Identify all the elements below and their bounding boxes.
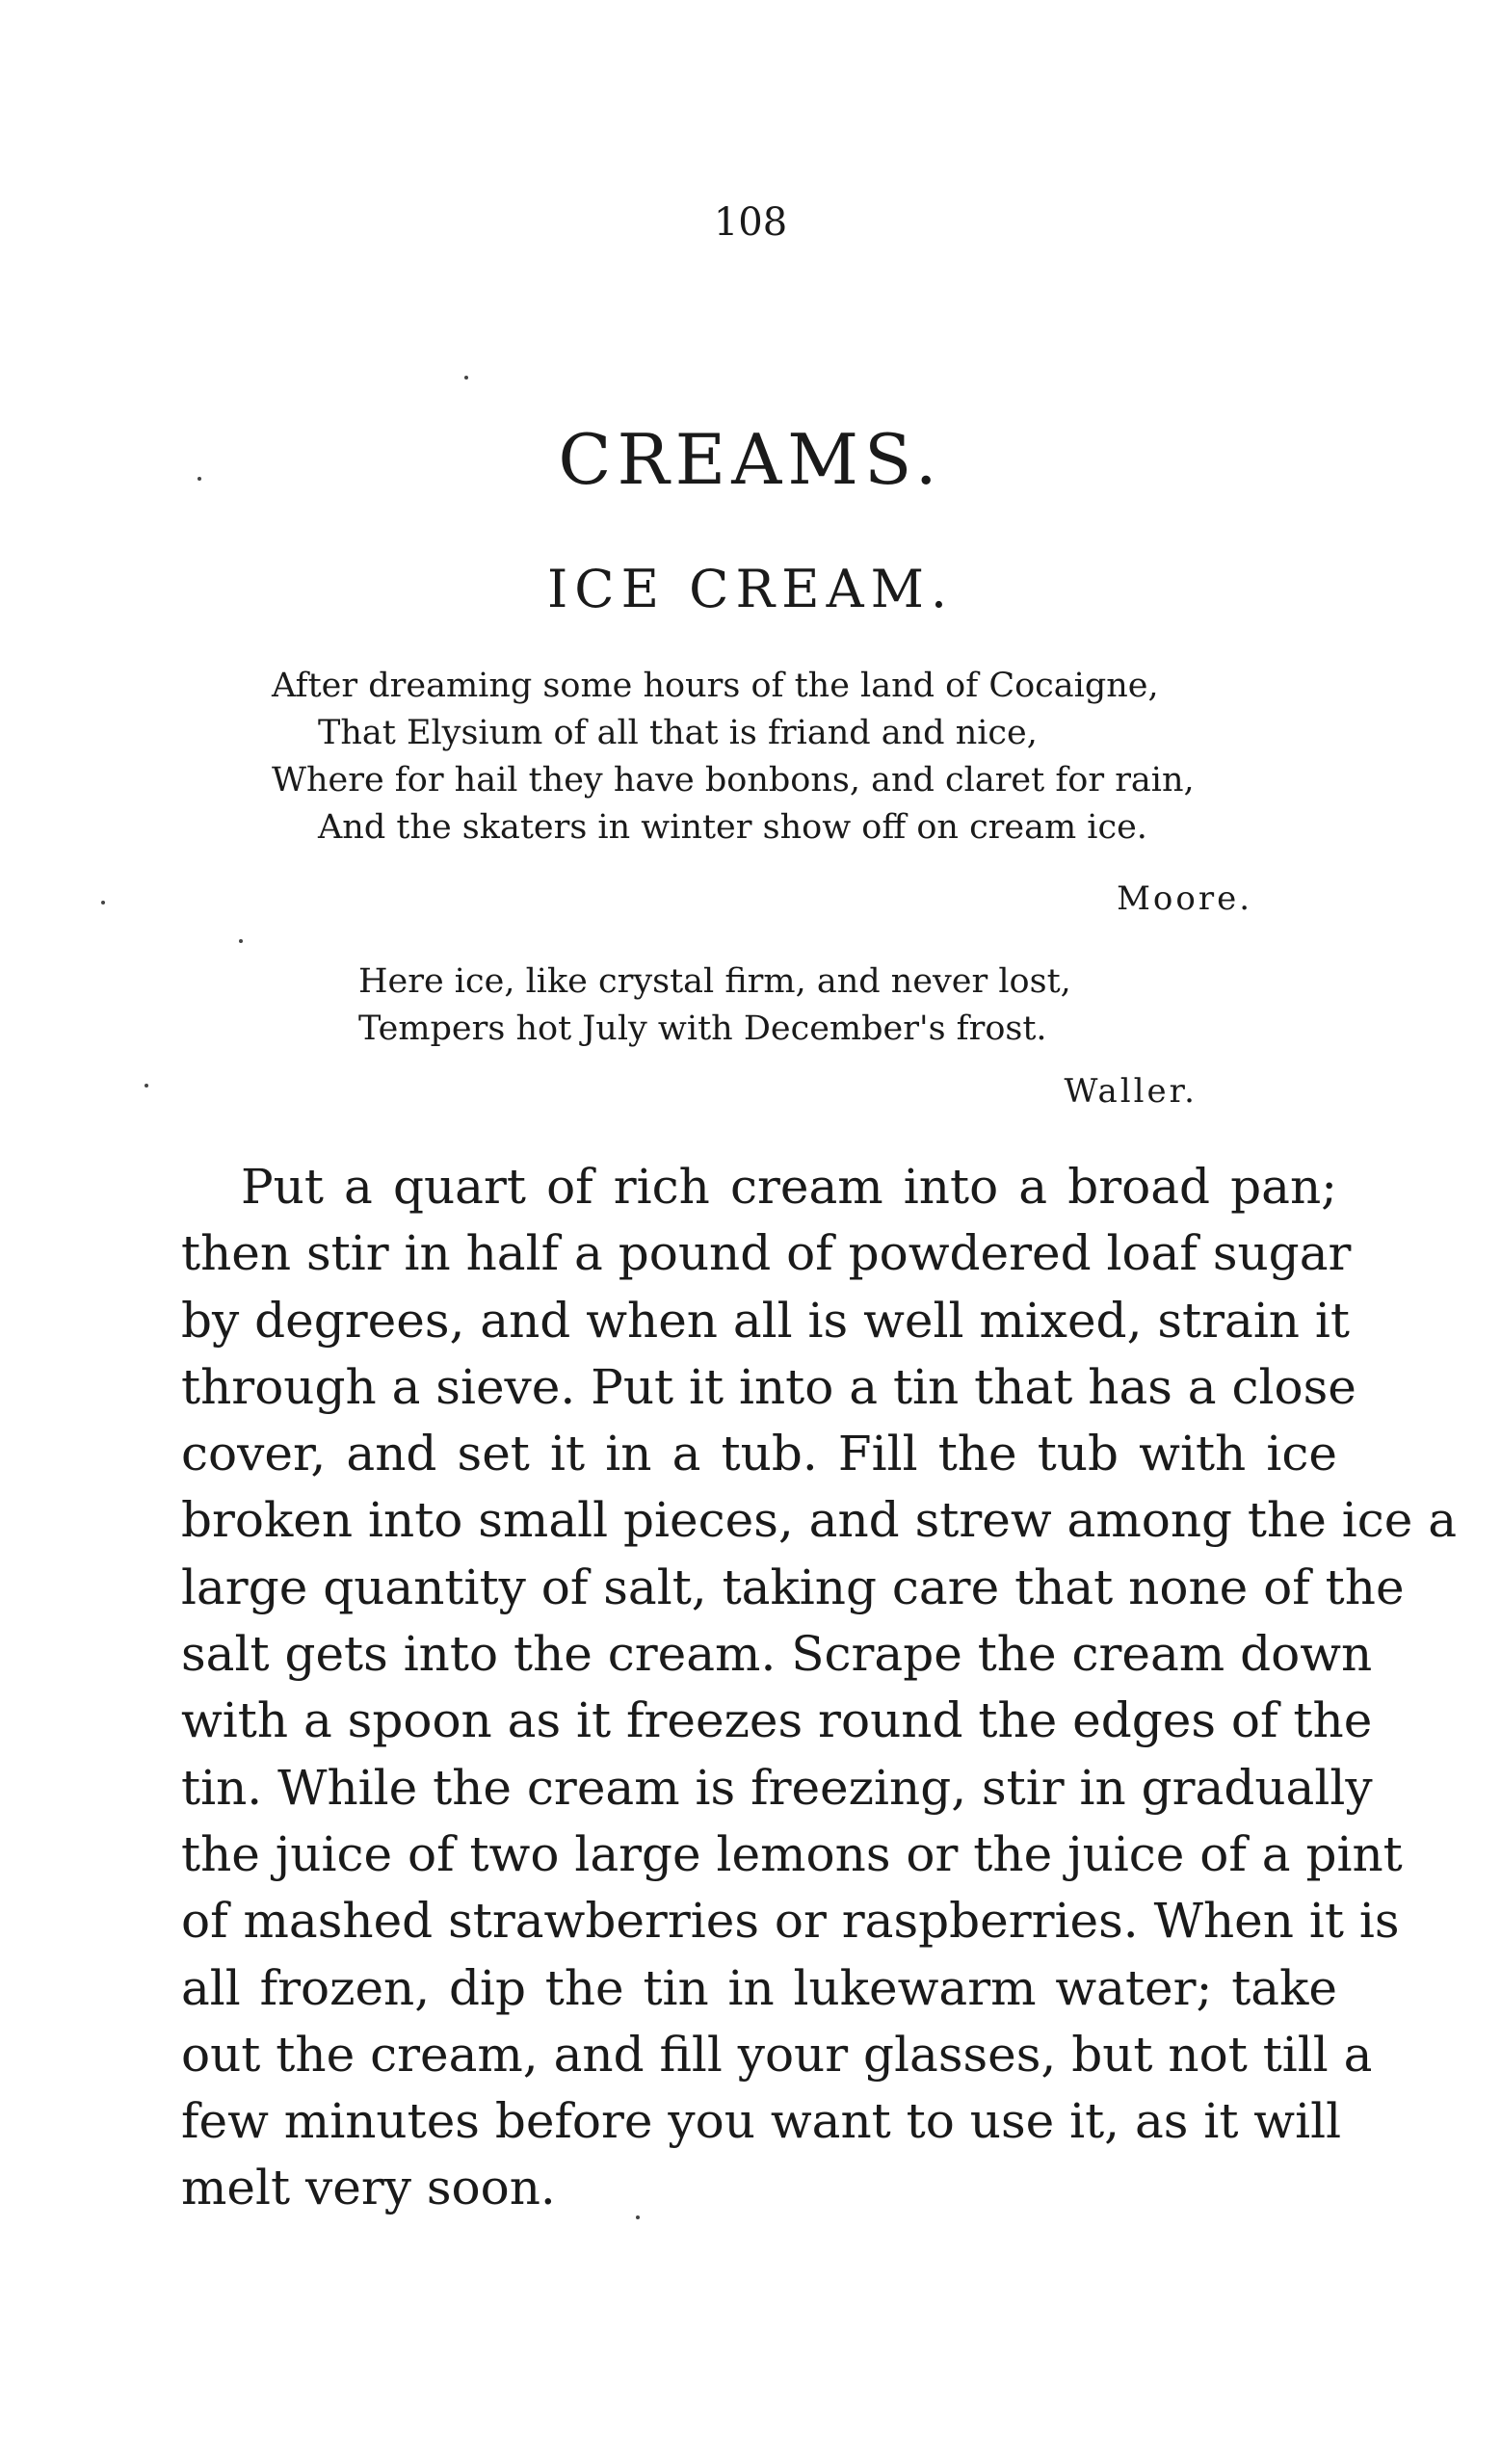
paragraph-line: through a sieve. Put it into a tin that has a close — [181, 1358, 1356, 1415]
page-number: 108 — [713, 200, 788, 245]
recipe-paragraph — [181, 1154, 1457, 2222]
verse-line: Here ice, like crystal firm, and never lost, — [358, 962, 1071, 1001]
verse-moore — [272, 663, 1341, 852]
paragraph-line: tin. While the cream is freezing, stir in gradually — [181, 1759, 1373, 1816]
paragraph-line: of mashed strawberries or raspberries. When it is — [181, 1893, 1400, 1950]
paragraph-line: Put a quart of rich cream into a broad pan; — [241, 1159, 1337, 1215]
verse-attribution-waller: Waller. — [1064, 1072, 1198, 1111]
print-speck — [101, 901, 105, 904]
paragraph-line: all frozen, dip the tin in lukewarm water; take — [181, 1959, 1337, 2016]
print-speck — [636, 2215, 640, 2219]
print-speck — [198, 477, 201, 481]
verse-waller — [358, 958, 1206, 1053]
paragraph-line: out the cream, and fill your glasses, but not till a — [181, 2026, 1373, 2083]
paragraph-line: large quantity of salt, taking care that none of the — [181, 1559, 1405, 1615]
paragraph-line: broken into small pieces, and strew among the ice a — [181, 1492, 1457, 1549]
verse-attribution-moore: Moore. — [1117, 879, 1252, 918]
print-speck — [464, 376, 468, 380]
print-speck — [239, 939, 243, 943]
verse-line: That Elysium of all that is friand and nice, — [318, 714, 1038, 752]
paragraph-line: the juice of two large lemons or the juice of a pint — [181, 1825, 1403, 1882]
paragraph-line: few minutes before you want to use it, as it will — [181, 2093, 1342, 2150]
verse-line: And the skaters in winter show off on cream ice. — [318, 808, 1147, 847]
section-title: ICE CREAM. — [546, 559, 955, 619]
chapter-title: CREAMS. — [558, 419, 943, 500]
paragraph-line: salt gets into the cream. Scrape the cream down — [181, 1626, 1373, 1683]
verse-line: Where for hail they have bonbons, and claret for rain, — [272, 761, 1195, 799]
verse-line: Tempers hot July with December's frost. — [358, 1009, 1047, 1048]
paragraph-line: then stir in half a pound of powdered loaf sugar — [181, 1225, 1352, 1282]
verse-line: After dreaming some hours of the land of Cocaigne, — [272, 667, 1159, 705]
paragraph-line: cover, and set it in a tub. Fill the tub with ice — [181, 1426, 1337, 1482]
paragraph-line: with a spoon as it freezes round the edges of the — [181, 1692, 1373, 1749]
paragraph-line: melt very soon. — [181, 2160, 556, 2216]
print-speck — [145, 1084, 148, 1088]
paragraph-line: by degrees, and when all is well mixed, strain it — [181, 1292, 1350, 1349]
